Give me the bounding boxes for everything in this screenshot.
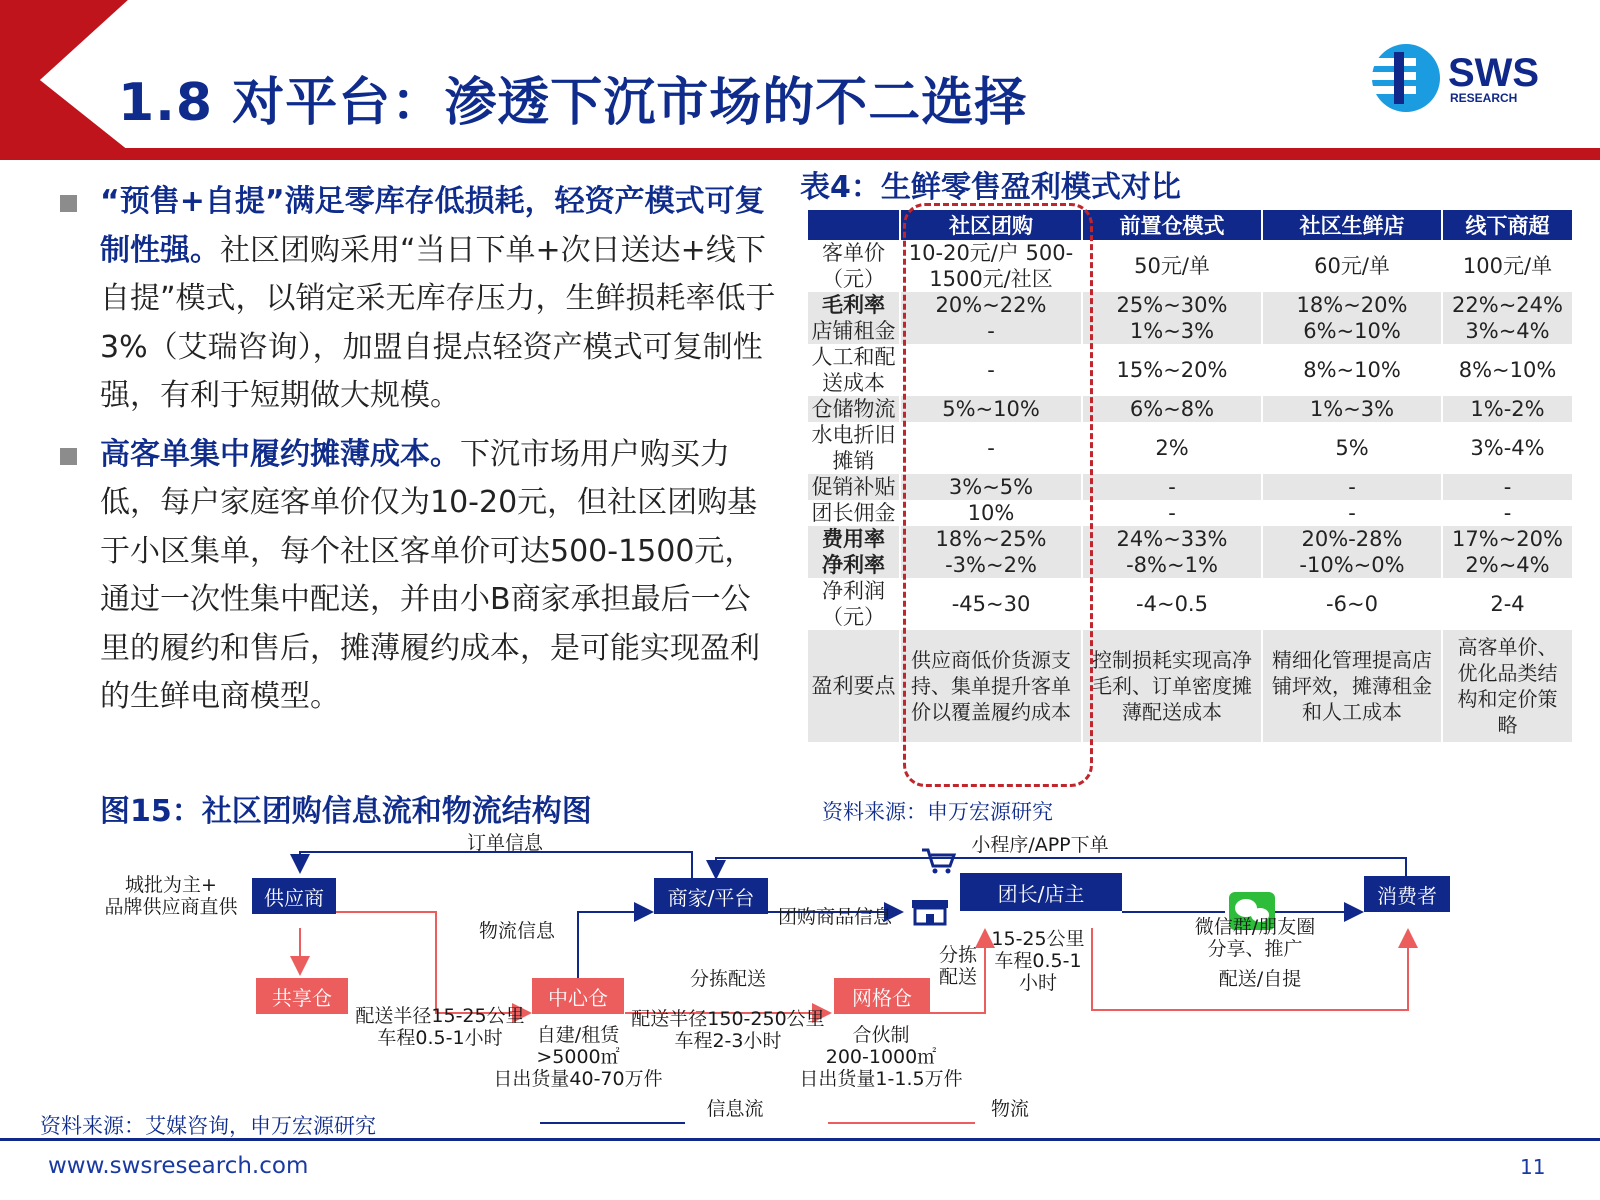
label-logistics-info: 物流信息 bbox=[478, 920, 555, 942]
table-cell: - bbox=[900, 422, 1082, 474]
label-grid-note: 合伙制 200-1000㎡ 日出货量1-1.5万件 bbox=[799, 1024, 963, 1090]
table-source: 资料来源：申万宏源研究 bbox=[822, 800, 1053, 824]
bullet-1 bbox=[60, 178, 780, 421]
table-cell: 3%~5% bbox=[900, 474, 1082, 500]
table-cell: 高客单价、优化品类结构和定价策略 bbox=[1442, 630, 1573, 742]
figure-source: 资料来源：艾媒咨询，申万宏源研究 bbox=[40, 1114, 376, 1138]
table-cell: 10% bbox=[900, 500, 1082, 526]
table-cell: -10%~0% bbox=[1262, 552, 1442, 578]
table-header-cell: 社区团购 bbox=[900, 210, 1082, 240]
page-title: 1.8 对平台：渗透下沉市场的不二选择 bbox=[118, 73, 1028, 133]
table-cell: - bbox=[1082, 474, 1262, 500]
bullet-square-icon bbox=[60, 195, 77, 212]
table-row-label: 水电折旧摊销 bbox=[808, 422, 900, 474]
store-icon bbox=[912, 900, 948, 924]
table-header-corner bbox=[808, 210, 900, 240]
label-radius-shared: 配送半径15-25公里 车程0.5-1小时 bbox=[355, 1005, 525, 1049]
label-order-info: 订单信息 bbox=[466, 832, 543, 854]
label-center-note: 自建/租赁 >5000㎡ 日出货量40-70万件 bbox=[493, 1024, 663, 1090]
table-cell: 25%~30% bbox=[1082, 292, 1262, 318]
table-cell: - bbox=[1082, 500, 1262, 526]
table-cell: 8%~10% bbox=[1442, 344, 1573, 396]
table-cell: 1%~3% bbox=[1262, 396, 1442, 422]
label-supplier-note: 城批为主+ 品牌供应商直供 bbox=[104, 874, 238, 918]
bullet-2-bold: 高客单集中履约摊薄成本。 bbox=[100, 436, 460, 472]
page-number: 11 bbox=[1520, 1155, 1546, 1179]
node-merchant: 商家/平台 bbox=[654, 878, 768, 914]
table-header-cell: 社区生鲜店 bbox=[1262, 210, 1442, 240]
table-cell: 1%-2% bbox=[1442, 396, 1573, 422]
table-cell: 50元/单 bbox=[1082, 240, 1262, 292]
label-group-goods: 团购商品信息 bbox=[777, 906, 892, 928]
table-cell: 5% bbox=[1262, 422, 1442, 474]
table-cell: - bbox=[1262, 500, 1442, 526]
table-cell: 8%~10% bbox=[1262, 344, 1442, 396]
table-cell: - bbox=[1442, 474, 1573, 500]
logo-text: SWS bbox=[1448, 51, 1540, 95]
table-cell: 20%~22% bbox=[900, 292, 1082, 318]
legend-logistics: 物流 bbox=[990, 1098, 1029, 1120]
bullet-square-icon bbox=[60, 448, 77, 465]
table-cell: -8%~1% bbox=[1082, 552, 1262, 578]
table-cell: 20%-28% bbox=[1262, 526, 1442, 552]
table-cell: 3%~4% bbox=[1442, 318, 1573, 344]
table-row-label: 店铺租金 bbox=[808, 318, 900, 344]
label-radius-center: 配送半径150-250公里 车程2-3小时 bbox=[631, 1008, 825, 1052]
table-cell: 5%~10% bbox=[900, 396, 1082, 422]
label-deliver-pickup: 配送/自提 bbox=[1218, 968, 1302, 990]
label-sort-deliver-2: 分拣 配送 bbox=[938, 944, 977, 988]
table-row-label: 客单价（元） bbox=[808, 240, 900, 292]
bullet-1-text: 社区团购采用“当日下单+次日送达+线下自提”模式，以销定采无库存压力，生鲜损耗率低于3%（艾瑞咨询），加盟自提点轻资产模式可复制性强，有利于短期做大规模。 bbox=[100, 232, 776, 413]
table-cell: 控制损耗实现高净毛利、订单密度摊薄配送成本 bbox=[1082, 630, 1262, 742]
table-cell: - bbox=[1442, 500, 1573, 526]
table-cell: - bbox=[1262, 474, 1442, 500]
bullet-2-text: 下沉市场用户购买力低，每户家庭客单价仅为10-20元，但社区团购基于小区集单，每个社区客单价可达500-1500元，通过一次性集中配送，并由小B商家承担最后一公里的履约和售后，摊薄履约成本，是可能实现盈利的生鲜电商模型。 bbox=[100, 436, 760, 714]
bullet-2 bbox=[60, 431, 780, 722]
table-cell: 1%~3% bbox=[1082, 318, 1262, 344]
table-cell: -3%~2% bbox=[900, 552, 1082, 578]
table-row-label: 促销补贴 bbox=[808, 474, 900, 500]
table-title: 表4：生鲜零售盈利模式对比 bbox=[800, 170, 1181, 205]
table-cell: 15%~20% bbox=[1082, 344, 1262, 396]
highlight-dashed-box bbox=[903, 203, 1093, 787]
table-cell: 精细化管理提高店铺坪效，摊薄租金和人工成本 bbox=[1262, 630, 1442, 742]
node-center-warehouse: 中心仓 bbox=[532, 978, 624, 1014]
table-cell: 2-4 bbox=[1442, 578, 1573, 630]
table-cell: - bbox=[900, 344, 1082, 396]
label-app-order: 小程序/APP下单 bbox=[971, 834, 1109, 856]
table-cell: -6~0 bbox=[1262, 578, 1442, 630]
table-cell: 24%~33% bbox=[1082, 526, 1262, 552]
table-cell: 60元/单 bbox=[1262, 240, 1442, 292]
label-wechat-share: 微信群/朋友圈 分享、推广 bbox=[1194, 916, 1316, 960]
table-row-label: 费用率 bbox=[808, 526, 900, 552]
table-row-label: 毛利率 bbox=[808, 292, 900, 318]
footer-website: www.swsresearch.com bbox=[48, 1153, 309, 1179]
table-cell: 18%~25% bbox=[900, 526, 1082, 552]
label-sort-deliver: 分拣配送 bbox=[689, 968, 766, 990]
table-header-cell: 前置仓模式 bbox=[1082, 210, 1262, 240]
node-leader: 团长/店主 bbox=[960, 873, 1122, 911]
table-row-label: 仓储物流 bbox=[808, 396, 900, 422]
table-cell: -4~0.5 bbox=[1082, 578, 1262, 630]
legend-info-flow: 信息流 bbox=[706, 1098, 764, 1120]
table-cell: 100元/单 bbox=[1442, 240, 1573, 292]
bullet-list bbox=[60, 178, 780, 732]
table-header-cell: 线下商超 bbox=[1442, 210, 1573, 240]
bullet-1-bold: “预售+自提”满足零库存低损耗，轻资产模式可复制性强。 bbox=[100, 184, 765, 268]
table-cell: 2%~4% bbox=[1442, 552, 1573, 578]
table-cell: 6%~10% bbox=[1262, 318, 1442, 344]
table-cell: 供应商低价货源支持、集单提升客单价以覆盖履约成本 bbox=[900, 630, 1082, 742]
table-row-label: 团长佣金 bbox=[808, 500, 900, 526]
table-cell: - bbox=[900, 318, 1082, 344]
label-distance: 15-25公里 车程0.5-1 小时 bbox=[991, 928, 1085, 994]
table-cell: 10-20元/户 500-1500元/社区 bbox=[900, 240, 1082, 292]
node-consumer: 消费者 bbox=[1364, 876, 1450, 912]
table-cell: 2% bbox=[1082, 422, 1262, 474]
footer-divider bbox=[0, 1138, 1600, 1141]
table-cell: 3%-4% bbox=[1442, 422, 1573, 474]
node-supplier: 供应商 bbox=[252, 878, 336, 914]
table-cell: -45~30 bbox=[900, 578, 1082, 630]
flow-diagram bbox=[0, 832, 1600, 1140]
table-cell: 6%~8% bbox=[1082, 396, 1262, 422]
cart-icon bbox=[922, 850, 954, 874]
logo-sub: RESEARCH bbox=[1450, 91, 1518, 105]
table-cell: 22%~24% bbox=[1442, 292, 1573, 318]
node-grid-warehouse: 网格仓 bbox=[834, 978, 930, 1014]
figure-title: 图15：社区团购信息流和物流结构图 bbox=[100, 794, 592, 829]
table-cell: 18%~20% bbox=[1262, 292, 1442, 318]
table-row-label: 人工和配送成本 bbox=[808, 344, 900, 396]
table-row-label: 净利润（元） bbox=[808, 578, 900, 630]
node-shared-warehouse: 共享仓 bbox=[256, 978, 348, 1014]
sws-logo bbox=[1368, 38, 1568, 118]
table-cell: 17%~20% bbox=[1442, 526, 1573, 552]
table-row-label: 盈利要点 bbox=[808, 630, 900, 742]
table-row-label: 净利率 bbox=[808, 552, 900, 578]
